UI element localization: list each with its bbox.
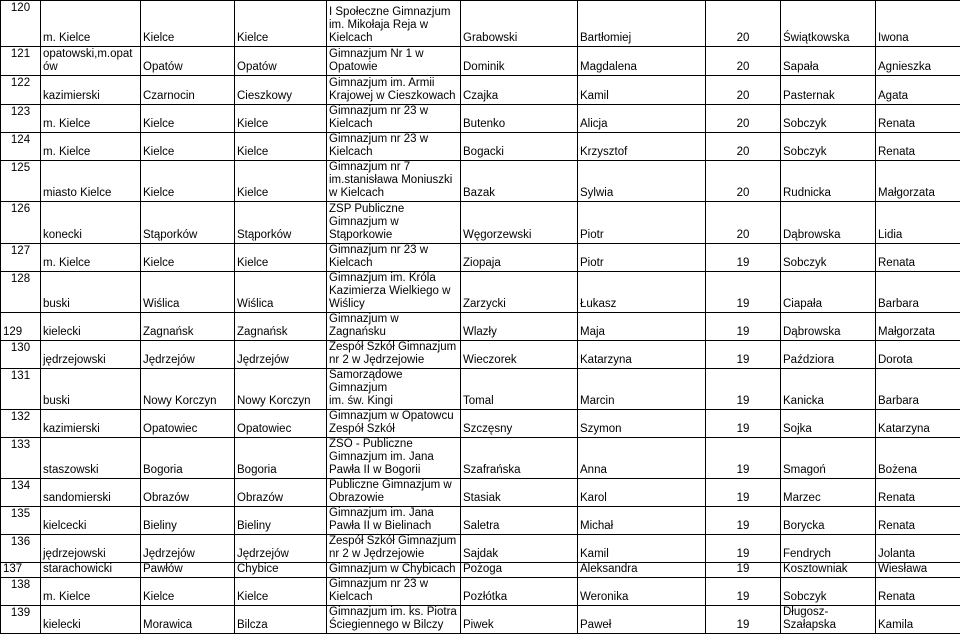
school-cell: Gimnazjum im. Króla Kazimierza Wielkiego w Wiślicy bbox=[327, 272, 461, 313]
score-cell: 20 bbox=[706, 161, 781, 202]
teacher-last-name-cell: Pasternak bbox=[781, 76, 876, 105]
last-name-cell: Wlazły bbox=[461, 313, 578, 341]
town-cell: Kielce bbox=[235, 578, 327, 606]
commune-cell: Czarnocin bbox=[141, 76, 235, 105]
first-name-cell: Aleksandra bbox=[578, 563, 706, 578]
table-row bbox=[1, 244, 960, 272]
school-cell: Samorządowe Gimnazjum im. św. Kingi bbox=[327, 369, 461, 410]
school-cell: Gimnazjum Nr 1 w Opatowie bbox=[327, 47, 461, 76]
county-cell: m. Kielce bbox=[41, 105, 141, 133]
school-cell: Zespół Szkół Gimnazjum nr 2 w Jędrzejowie bbox=[327, 535, 461, 563]
teacher-last-name-cell: Paździora bbox=[781, 341, 876, 369]
commune-cell: Jędrzejów bbox=[141, 535, 235, 563]
teacher-first-name-cell: Renata bbox=[876, 244, 960, 272]
row-number-cell: 134 bbox=[1, 479, 41, 507]
county-cell: kazimierski bbox=[41, 410, 141, 438]
town-cell: Bilcza bbox=[235, 606, 327, 634]
first-name-cell: Sylwia bbox=[578, 161, 706, 202]
teacher-first-name-cell: Jolanta bbox=[876, 535, 960, 563]
score-cell: 20 bbox=[706, 47, 781, 76]
commune-cell: Bogoria bbox=[141, 438, 235, 479]
county-cell: jędrzejowski bbox=[41, 341, 141, 369]
school-cell: I Społeczne Gimnazjum im. Mikołaja Reja w Kielcach bbox=[327, 1, 461, 47]
county-cell: kielcecki bbox=[41, 507, 141, 535]
last-name-cell: Bazak bbox=[461, 161, 578, 202]
last-name-cell: Stasiak bbox=[461, 479, 578, 507]
table-row bbox=[1, 313, 960, 341]
first-name-cell: Anna bbox=[578, 438, 706, 479]
county-cell: miasto Kielce bbox=[41, 161, 141, 202]
table-row bbox=[1, 535, 960, 563]
row-number-cell: 129 bbox=[1, 313, 41, 341]
score-cell: 20 bbox=[706, 1, 781, 47]
commune-cell: Bieliny bbox=[141, 507, 235, 535]
last-name-cell: Pożoga bbox=[461, 563, 578, 578]
last-name-cell: Grabowski bbox=[461, 1, 578, 47]
first-name-cell: Katarzyna bbox=[578, 341, 706, 369]
row-number-cell: 132 bbox=[1, 410, 41, 438]
town-cell: Stąporków bbox=[235, 202, 327, 244]
last-name-cell: Pozłótka bbox=[461, 578, 578, 606]
row-number-cell: 133 bbox=[1, 438, 41, 479]
school-cell: Gimnazjum im. Armii Krajowej w Cieszkowach bbox=[327, 76, 461, 105]
town-cell: Jędrzejów bbox=[235, 341, 327, 369]
table-row bbox=[1, 341, 960, 369]
commune-cell: Pawłów bbox=[141, 563, 235, 578]
table-row bbox=[1, 369, 960, 410]
school-cell: Gimnazjum nr 23 w Kielcach bbox=[327, 105, 461, 133]
last-name-cell: Tomal bbox=[461, 369, 578, 410]
teacher-first-name-cell: Agata bbox=[876, 76, 960, 105]
first-name-cell: Alicja bbox=[578, 105, 706, 133]
commune-cell: Opatowiec bbox=[141, 410, 235, 438]
row-number-cell: 131 bbox=[1, 369, 41, 410]
row-number-cell: 139 bbox=[1, 606, 41, 634]
last-name-cell: Saletra bbox=[461, 507, 578, 535]
town-cell: Cieszkowy bbox=[235, 76, 327, 105]
table-row bbox=[1, 272, 960, 313]
teacher-last-name-cell: Długosz- Szałapska bbox=[781, 606, 876, 634]
town-cell: Opatów bbox=[235, 47, 327, 76]
first-name-cell: Karol bbox=[578, 479, 706, 507]
teacher-first-name-cell: Barbara bbox=[876, 272, 960, 313]
school-cell: ZSO - Publiczne Gimnazjum im. Jana Pawła II w Bogorii bbox=[327, 438, 461, 479]
town-cell: Zagnańsk bbox=[235, 313, 327, 341]
county-cell: starachowicki bbox=[41, 563, 141, 578]
last-name-cell: Węgorzewski bbox=[461, 202, 578, 244]
commune-cell: Obrazów bbox=[141, 479, 235, 507]
teacher-last-name-cell: Sobczyk bbox=[781, 244, 876, 272]
row-number-cell: 121 bbox=[1, 47, 41, 76]
row-number-cell: 126 bbox=[1, 202, 41, 244]
commune-cell: Wiślica bbox=[141, 272, 235, 313]
table-row bbox=[1, 479, 960, 507]
last-name-cell: Szczęsny bbox=[461, 410, 578, 438]
first-name-cell: Magdalena bbox=[578, 47, 706, 76]
first-name-cell: Krzysztof bbox=[578, 133, 706, 161]
score-cell: 19 bbox=[706, 244, 781, 272]
row-number-cell: 125 bbox=[1, 161, 41, 202]
last-name-cell: Dominik bbox=[461, 47, 578, 76]
county-cell: konecki bbox=[41, 202, 141, 244]
school-cell: Gimnazjum im. Jana Pawła II w Bielinach bbox=[327, 507, 461, 535]
county-cell: buski bbox=[41, 369, 141, 410]
table-row bbox=[1, 47, 960, 76]
town-cell: Chybice bbox=[235, 563, 327, 578]
score-cell: 20 bbox=[706, 105, 781, 133]
teacher-last-name-cell: Dąbrowska bbox=[781, 313, 876, 341]
town-cell: Kielce bbox=[235, 244, 327, 272]
commune-cell: Kielce bbox=[141, 105, 235, 133]
teacher-first-name-cell: Wiesława bbox=[876, 563, 960, 578]
row-number-cell: 122 bbox=[1, 76, 41, 105]
last-name-cell: Butenko bbox=[461, 105, 578, 133]
first-name-cell: Weronika bbox=[578, 578, 706, 606]
last-name-cell: Zarzycki bbox=[461, 272, 578, 313]
teacher-first-name-cell: Barbara bbox=[876, 369, 960, 410]
town-cell: Obrazów bbox=[235, 479, 327, 507]
teacher-first-name-cell: Katarzyna bbox=[876, 410, 960, 438]
teacher-first-name-cell: Renata bbox=[876, 507, 960, 535]
last-name-cell: Sajdak bbox=[461, 535, 578, 563]
table-row bbox=[1, 438, 960, 479]
school-cell: Gimnazjum w Chybicach bbox=[327, 563, 461, 578]
first-name-cell: Paweł bbox=[578, 606, 706, 634]
teacher-first-name-cell: Bożena bbox=[876, 438, 960, 479]
table-row bbox=[1, 410, 960, 438]
score-cell: 19 bbox=[706, 438, 781, 479]
score-cell: 20 bbox=[706, 76, 781, 105]
table-row bbox=[1, 563, 960, 578]
teacher-last-name-cell: Sojka bbox=[781, 410, 876, 438]
commune-cell: Kielce bbox=[141, 578, 235, 606]
row-number-cell: 120 bbox=[1, 1, 41, 47]
town-cell: Kielce bbox=[235, 1, 327, 47]
teacher-first-name-cell: Kamila bbox=[876, 606, 960, 634]
school-cell: Gimnazjum nr 23 w Kielcach bbox=[327, 578, 461, 606]
teacher-last-name-cell: Dąbrowska bbox=[781, 202, 876, 244]
first-name-cell: Kamil bbox=[578, 76, 706, 105]
row-number-cell: 124 bbox=[1, 133, 41, 161]
table-row bbox=[1, 76, 960, 105]
teacher-first-name-cell: Renata bbox=[876, 105, 960, 133]
score-cell: 19 bbox=[706, 479, 781, 507]
commune-cell: Kielce bbox=[141, 1, 235, 47]
town-cell: Opatowiec bbox=[235, 410, 327, 438]
county-cell: staszowski bbox=[41, 438, 141, 479]
commune-cell: Morawica bbox=[141, 606, 235, 634]
first-name-cell: Piotr bbox=[578, 244, 706, 272]
teacher-last-name-cell: Sobczyk bbox=[781, 105, 876, 133]
table-row bbox=[1, 202, 960, 244]
teacher-last-name-cell: Sobczyk bbox=[781, 578, 876, 606]
teacher-first-name-cell: Małgorzata bbox=[876, 161, 960, 202]
commune-cell: Jędrzejów bbox=[141, 341, 235, 369]
school-cell: Publiczne Gimnazjum w Obrazowie bbox=[327, 479, 461, 507]
score-cell: 19 bbox=[706, 272, 781, 313]
first-name-cell: Kamil bbox=[578, 535, 706, 563]
score-cell: 19 bbox=[706, 563, 781, 578]
school-cell: Gimnazjum w Opatowcu Zespół Szkół bbox=[327, 410, 461, 438]
table-row bbox=[1, 133, 960, 161]
table-body bbox=[1, 1, 960, 634]
last-name-cell: Wieczorek bbox=[461, 341, 578, 369]
teacher-last-name-cell: Rudnicka bbox=[781, 161, 876, 202]
first-name-cell: Maja bbox=[578, 313, 706, 341]
score-cell: 19 bbox=[706, 369, 781, 410]
town-cell: Bieliny bbox=[235, 507, 327, 535]
row-number-cell: 137 bbox=[1, 563, 41, 578]
school-cell: Gimnazjum nr 23 w Kielcach bbox=[327, 244, 461, 272]
score-cell: 20 bbox=[706, 133, 781, 161]
town-cell: Jędrzejów bbox=[235, 535, 327, 563]
town-cell: Kielce bbox=[235, 105, 327, 133]
score-cell: 19 bbox=[706, 341, 781, 369]
teacher-first-name-cell: Lidia bbox=[876, 202, 960, 244]
first-name-cell: Michał bbox=[578, 507, 706, 535]
last-name-cell: Piwek bbox=[461, 606, 578, 634]
last-name-cell: Szafrańska bbox=[461, 438, 578, 479]
commune-cell: Opatów bbox=[141, 47, 235, 76]
county-cell: kielecki bbox=[41, 606, 141, 634]
first-name-cell: Szymon bbox=[578, 410, 706, 438]
county-cell: kielecki bbox=[41, 313, 141, 341]
last-name-cell: Ziopaja bbox=[461, 244, 578, 272]
teacher-last-name-cell: Fendrych bbox=[781, 535, 876, 563]
row-number-cell: 127 bbox=[1, 244, 41, 272]
school-cell: Gimnazjum nr 23 w Kielcach bbox=[327, 133, 461, 161]
school-cell: ZSP Publiczne Gimnazjum w Stąporkowie bbox=[327, 202, 461, 244]
town-cell: Bogoria bbox=[235, 438, 327, 479]
school-cell: Gimnazjum w Zagnańsku bbox=[327, 313, 461, 341]
teacher-first-name-cell: Renata bbox=[876, 479, 960, 507]
teacher-last-name-cell: Kosztowniak bbox=[781, 563, 876, 578]
row-number-cell: 138 bbox=[1, 578, 41, 606]
county-cell: m. Kielce bbox=[41, 133, 141, 161]
row-number-cell: 130 bbox=[1, 341, 41, 369]
county-cell: m. Kielce bbox=[41, 1, 141, 47]
row-number-cell: 123 bbox=[1, 105, 41, 133]
commune-cell: Nowy Korczyn bbox=[141, 369, 235, 410]
county-cell: jędrzejowski bbox=[41, 535, 141, 563]
teacher-first-name-cell: Małgorzata bbox=[876, 313, 960, 341]
last-name-cell: Czajka bbox=[461, 76, 578, 105]
teacher-last-name-cell: Kanicka bbox=[781, 369, 876, 410]
score-cell: 19 bbox=[706, 535, 781, 563]
teacher-last-name-cell: Ciapała bbox=[781, 272, 876, 313]
teacher-last-name-cell: Sobczyk bbox=[781, 133, 876, 161]
teacher-last-name-cell: Borycka bbox=[781, 507, 876, 535]
commune-cell: Stąporków bbox=[141, 202, 235, 244]
teacher-first-name-cell: Iwona bbox=[876, 1, 960, 47]
row-number-cell: 128 bbox=[1, 272, 41, 313]
commune-cell: Kielce bbox=[141, 244, 235, 272]
table-row bbox=[1, 578, 960, 606]
commune-cell: Zagnańsk bbox=[141, 313, 235, 341]
county-cell: kazimierski bbox=[41, 76, 141, 105]
teacher-first-name-cell: Dorota bbox=[876, 341, 960, 369]
teacher-first-name-cell: Renata bbox=[876, 578, 960, 606]
teacher-last-name-cell: Smagoń bbox=[781, 438, 876, 479]
teacher-last-name-cell: Świątkowska bbox=[781, 1, 876, 47]
score-cell: 19 bbox=[706, 313, 781, 341]
table-row bbox=[1, 105, 960, 133]
town-cell: Nowy Korczyn bbox=[235, 369, 327, 410]
score-cell: 19 bbox=[706, 578, 781, 606]
school-cell: Gimnazjum nr 7 im.stanisława Moniuszki w Kielcach bbox=[327, 161, 461, 202]
county-cell: sandomierski bbox=[41, 479, 141, 507]
score-cell: 19 bbox=[706, 410, 781, 438]
county-cell: buski bbox=[41, 272, 141, 313]
teacher-first-name-cell: Agnieszka bbox=[876, 47, 960, 76]
score-cell: 19 bbox=[706, 507, 781, 535]
first-name-cell: Piotr bbox=[578, 202, 706, 244]
table-row bbox=[1, 606, 960, 634]
row-number-cell: 136 bbox=[1, 535, 41, 563]
county-cell: m. Kielce bbox=[41, 244, 141, 272]
first-name-cell: Łukasz bbox=[578, 272, 706, 313]
first-name-cell: Bartłomiej bbox=[578, 1, 706, 47]
county-cell: opatowski,m.opat ów bbox=[41, 47, 141, 76]
table-row bbox=[1, 507, 960, 535]
teacher-last-name-cell: Sapała bbox=[781, 47, 876, 76]
row-number-cell: 135 bbox=[1, 507, 41, 535]
teacher-last-name-cell: Marzec bbox=[781, 479, 876, 507]
score-cell: 19 bbox=[706, 606, 781, 634]
school-cell: Zespół Szkół Gimnazjum nr 2 w Jędrzejowie bbox=[327, 341, 461, 369]
commune-cell: Kielce bbox=[141, 161, 235, 202]
town-cell: Wiślica bbox=[235, 272, 327, 313]
first-name-cell: Marcin bbox=[578, 369, 706, 410]
last-name-cell: Bogacki bbox=[461, 133, 578, 161]
town-cell: Kielce bbox=[235, 161, 327, 202]
table-row bbox=[1, 1, 960, 47]
commune-cell: Kielce bbox=[141, 133, 235, 161]
county-cell: m. Kielce bbox=[41, 578, 141, 606]
teacher-first-name-cell: Renata bbox=[876, 133, 960, 161]
table-row bbox=[1, 161, 960, 202]
town-cell: Kielce bbox=[235, 133, 327, 161]
score-cell: 20 bbox=[706, 202, 781, 244]
school-cell: Gimnazjum im. ks. Piotra Ściegiennego w Bilczy bbox=[327, 606, 461, 634]
